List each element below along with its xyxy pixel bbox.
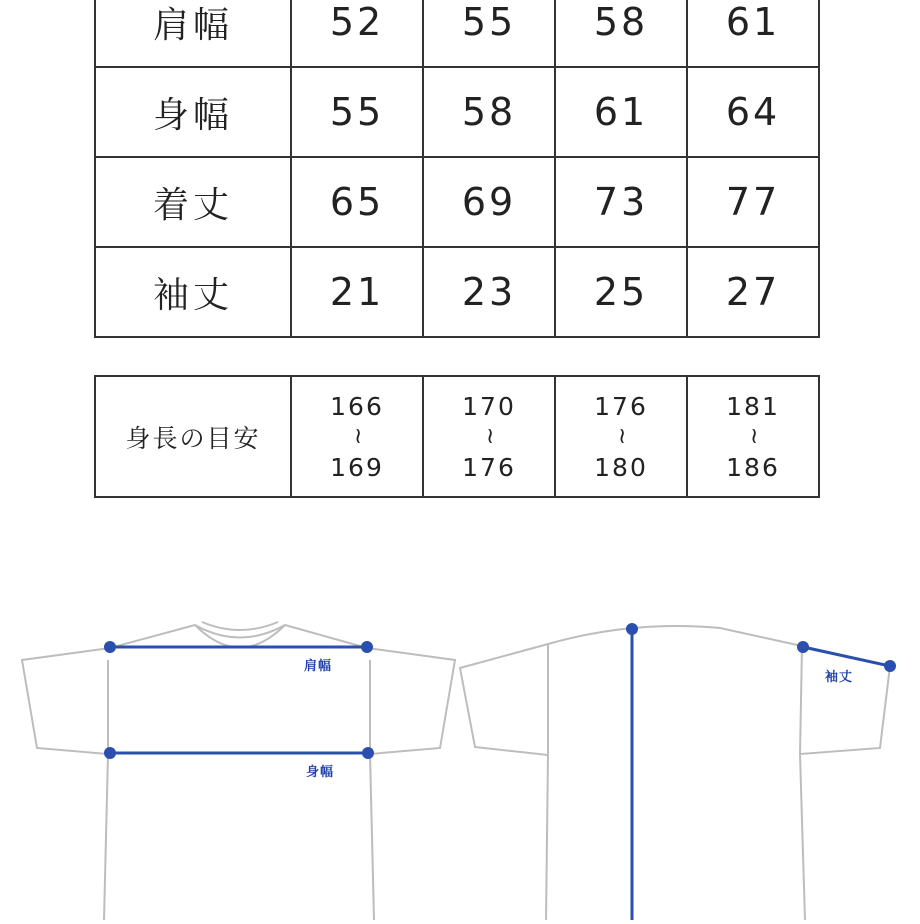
size-value: 58 xyxy=(423,67,555,157)
size-value: 77 xyxy=(687,157,819,247)
size-value: 23 xyxy=(423,247,555,337)
size-value: 73 xyxy=(555,157,687,247)
height-min: 176 xyxy=(594,391,648,421)
range-separator: ~ xyxy=(741,426,766,447)
height-range xyxy=(555,376,687,497)
shoulder-width-label: 肩幅 xyxy=(304,659,333,674)
size-value: 64 xyxy=(687,67,819,157)
size-value: 61 xyxy=(687,0,819,67)
shoulder-point-right xyxy=(363,643,372,652)
tshirt-diagram-svg xyxy=(0,560,920,920)
size-value: 25 xyxy=(555,247,687,337)
sleeve-point-end xyxy=(886,662,895,671)
size-value: 69 xyxy=(423,157,555,247)
size-value: 58 xyxy=(555,0,687,67)
sleeve-point-top xyxy=(799,643,808,652)
size-value: 52 xyxy=(291,0,423,67)
range-separator: ~ xyxy=(345,426,370,447)
body-point-left xyxy=(106,749,115,758)
height-max: 186 xyxy=(726,452,780,482)
range-separator: ~ xyxy=(477,426,502,447)
size-value: 27 xyxy=(687,247,819,337)
shoulder-point-left xyxy=(106,643,115,652)
body-point-right xyxy=(364,749,373,758)
table-row xyxy=(95,157,819,247)
height-range xyxy=(291,376,423,497)
size-value: 61 xyxy=(555,67,687,157)
height-guide-label: 身長の目安 xyxy=(95,376,291,497)
row-label: 袖丈 xyxy=(95,247,291,337)
height-range xyxy=(423,376,555,497)
size-value: 21 xyxy=(291,247,423,337)
range-separator: ~ xyxy=(609,426,634,447)
height-min: 170 xyxy=(462,391,516,421)
table-row xyxy=(95,247,819,337)
row-label: 肩幅 xyxy=(95,0,291,67)
size-value: 55 xyxy=(423,0,555,67)
size-value: 55 xyxy=(291,67,423,157)
table-row xyxy=(95,67,819,157)
height-max: 180 xyxy=(594,452,648,482)
row-label: 着丈 xyxy=(95,157,291,247)
body-width-label: 身幅 xyxy=(306,765,335,780)
row-label: 身幅 xyxy=(95,67,291,157)
height-guide-table xyxy=(94,375,820,498)
sleeve-length-label: 袖丈 xyxy=(825,670,854,685)
size-table xyxy=(94,0,820,338)
table-row xyxy=(95,0,819,67)
height-min: 181 xyxy=(726,391,780,421)
height-max: 176 xyxy=(462,452,516,482)
measurement-lines xyxy=(106,625,895,921)
size-value: 65 xyxy=(291,157,423,247)
sleeve-length-line xyxy=(803,647,890,666)
body-length-point xyxy=(628,625,637,634)
tshirt-measurement-diagram xyxy=(0,560,920,920)
height-max: 169 xyxy=(330,452,384,482)
tshirt-front-outline xyxy=(22,622,455,920)
table-row xyxy=(95,376,819,497)
height-min: 166 xyxy=(330,391,384,421)
height-range xyxy=(687,376,819,497)
